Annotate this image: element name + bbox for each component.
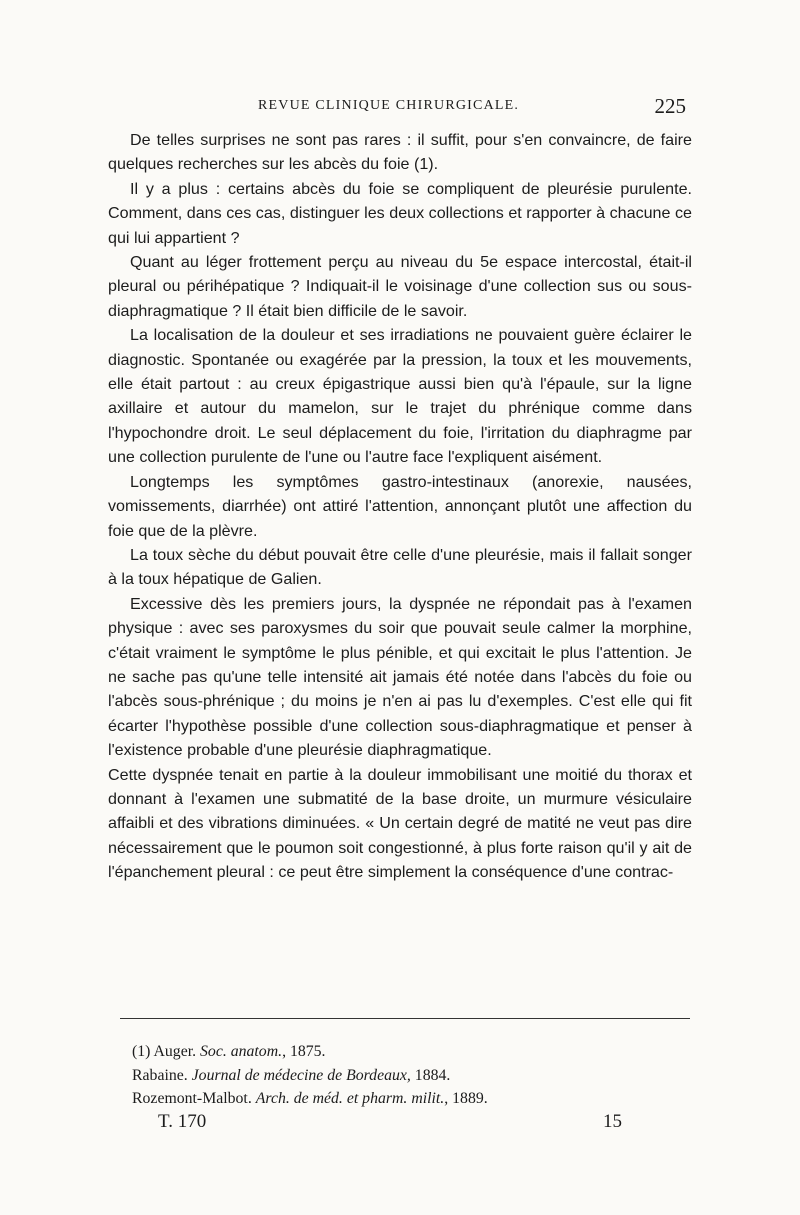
- paragraph: Longtemps les symptômes gastro-intestinaux (anorexie, nausées, vomissements, diarrhée) ont attiré l'attention, annonçant plutôt une affection du foie que de la plèvre.: [108, 472, 692, 540]
- paragraph: Quant au léger frottement perçu au niveau du 5e espace intercostal, était-il pleural ou périhépatique ? Indiquait-il le voisinage d'une collection sus ou sous-diaphragmatique ? Il était bien difficile de le savoir.: [108, 253, 692, 320]
- footnote-source: Journal de médecine de Bordeaux,: [191, 1066, 411, 1084]
- footnote: [132, 1040, 652, 1064]
- paragraph: Cette dyspnée tenait en partie à la douleur immobilisant une moitié du thorax et donnant à l'examen une submatité de la base droite, un murmure vésiculaire affaibli et des vibrations diminuées. « Un certain degré de matité ne veut pas dire nécessairement que le poumon soit congestionné, à plus forte raison qu'il y ait de l'épanchement pleural : ce peut être simplement la conséquence d'une contrac-: [108, 765, 692, 882]
- footnote-year: , 1875.: [282, 1043, 326, 1060]
- page-number: 225: [654, 94, 686, 118]
- footnote-divider: [120, 1018, 690, 1019]
- paragraph: Excessive dès les premiers jours, la dyspnée ne répondait pas à l'examen physique : avec ses paroxysmes du soir que pouvait seule calmer la morphine, c'était vraiment le symptôme le plus pénible, et qui excitait le plus l'attention. Je ne sache pas qu'une telle intensité ait jamais été notée dans l'abcès du foie ou l'abcès sous-phrénique ; du moins je n'en ai pas lu d'exemples. C'est elle qui fit écarter l'hypothèse possible d'une collection sous-diaphragmatique et penser à l'existence probable d'une pleurésie diaphragmatique.: [108, 594, 692, 760]
- paragraph: Il y a plus : certains abcès du foie se compliquent de pleurésie purulente. Comment, dans ces cas, distinguer les deux collections et rapporter à chacune ce qui lui appartient ?: [108, 179, 692, 247]
- body-text: [108, 128, 692, 885]
- footnote-author: Rabaine.: [132, 1066, 188, 1084]
- paragraph: La toux sèche du début pouvait être celle d'une pleurésie, mais il fallait songer à la toux hépatique de Galien.: [108, 545, 692, 589]
- footnote: [132, 1064, 652, 1088]
- page-header: [108, 96, 692, 122]
- footnote-author: (1) Auger.: [132, 1043, 197, 1060]
- footnote: [132, 1087, 652, 1111]
- footnote-source: Arch. de méd. et pharm. milit.: [255, 1090, 445, 1107]
- footnote-year: 1884.: [410, 1066, 451, 1084]
- sheet-number: 15: [603, 1111, 622, 1132]
- footnote-year: , 1889.: [444, 1090, 488, 1107]
- volume-mark: T. 170: [158, 1111, 207, 1132]
- paragraph: La localisation de la douleur et ses irradiations ne pouvaient guère éclairer le diagnostic. Spontanée ou exagérée par la pression, la toux et les mouvements, elle était partout : au creux épigastrique aussi bien qu'à l'épaule, sur la ligne axillaire et autour du mamelon, sur le trajet du phrénique comme dans l'hypochondre droit. Le seul déplacement du foie, l'irritation du diaphragme par une collection purulente de l'une ou l'autre face l'expliquent aisément.: [108, 326, 692, 467]
- paragraph: De telles surprises ne sont pas rares : il suffit, pour s'en convaincre, de faire quelques recherches sur les abcès du foie (1).: [108, 131, 692, 174]
- footnote-source: Soc. anatom.: [200, 1043, 283, 1060]
- running-title: REVUE CLINIQUE CHIRURGICALE.: [258, 98, 520, 113]
- footnotes: [132, 1040, 652, 1111]
- footnote-author: Rozemont-Malbot.: [132, 1090, 252, 1107]
